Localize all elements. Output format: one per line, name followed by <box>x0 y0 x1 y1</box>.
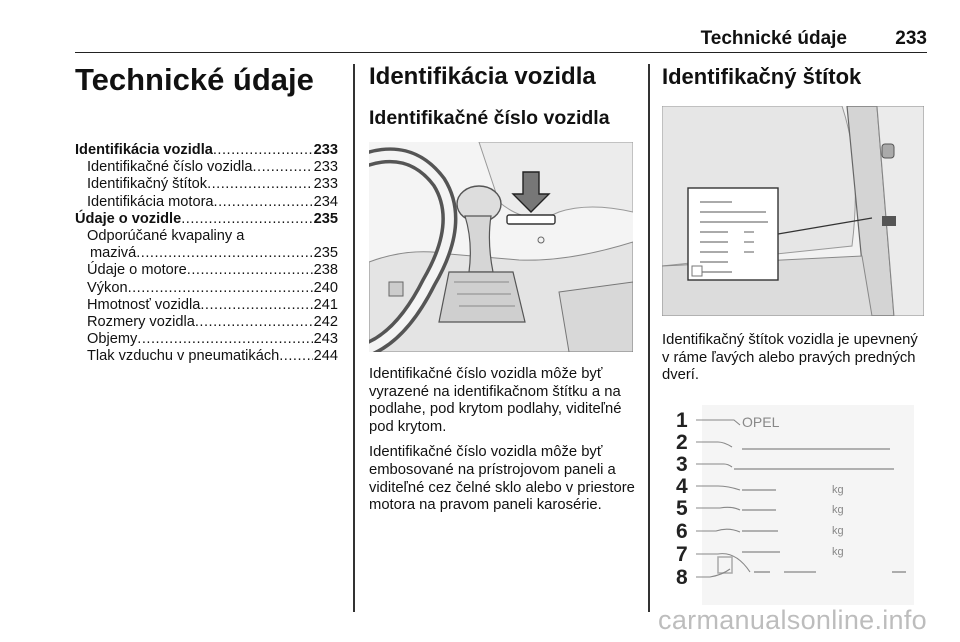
table-of-contents <box>75 142 338 366</box>
toc-leader-dots <box>128 280 313 297</box>
gear-shifter-drawing <box>369 142 633 352</box>
toc-entry[interactable] <box>75 194 338 211</box>
toc-entry[interactable] <box>75 159 338 176</box>
toc-entry[interactable] <box>75 245 338 262</box>
toc-leader-dots <box>195 314 313 331</box>
toc-entry[interactable] <box>75 348 338 365</box>
toc-page-number: 233 <box>313 159 338 176</box>
toc-entry[interactable] <box>75 176 338 193</box>
vin-location-illustration <box>369 142 633 352</box>
plate-unit: kg <box>832 483 844 496</box>
plate-unit: kg <box>832 503 844 516</box>
toc-page-number: 235 <box>313 245 338 262</box>
toc-leader-dots <box>214 194 313 211</box>
callout-8: 8 <box>676 565 688 589</box>
door-frame-illustration <box>662 106 924 316</box>
toc-entry-label: Výkon <box>87 279 128 296</box>
column-divider <box>353 64 355 612</box>
toc-entry-label: Objemy <box>87 331 138 348</box>
toc-page-number: 243 <box>313 331 338 348</box>
toc-entry[interactable] <box>75 280 338 297</box>
vin-paragraph-1: Identifikačné číslo vozidla môže byť vyrazené na identifikačnom štítku a na podlahe, pod krytom podlahy, viditeľné pod krytom. <box>369 366 622 435</box>
id-plate-section <box>662 62 927 612</box>
plate-brand: OPEL <box>742 413 780 430</box>
section-heading: Identifikačný štítok <box>662 64 862 89</box>
callout-7: 7 <box>676 542 688 566</box>
chapter-title: Technické údaje <box>75 62 314 97</box>
section-heading: Identifikácia vozidla <box>369 63 596 90</box>
toc-leader-dots <box>136 245 312 262</box>
vin-paragraph-2: Identifikačné číslo vozidla môže byť embosované na prístrojovom paneli a viditeľné cez čelné sklo alebo v priestore motora na pravom paneli karosérie. <box>369 444 635 514</box>
callout-5: 5 <box>676 496 688 520</box>
toc-entry-label: Identifikačný štítok <box>87 176 208 193</box>
toc-entry-label: Odporúčané kvapaliny a <box>87 228 245 245</box>
toc-entry-label: Údaje o vozidle <box>75 210 182 227</box>
door-pillar-drawing <box>662 106 924 316</box>
watermark: carmanualsonline.info <box>658 605 927 635</box>
toc-entry-label: Identifikácia motora <box>87 193 214 210</box>
toc-entry-label: mazivá <box>90 245 137 262</box>
toc-entry[interactable] <box>75 262 338 279</box>
toc-page-number: 235 <box>313 210 338 227</box>
toc-entry[interactable] <box>75 297 338 314</box>
toc-leader-dots <box>181 211 312 228</box>
toc-page-number: 242 <box>313 314 338 331</box>
toc-leader-dots <box>200 297 312 314</box>
toc-entry-label: Tlak vzduchu v pneumatikách <box>87 348 280 365</box>
id-plate-drawing <box>662 397 924 612</box>
id-plate-paragraph: Identifikačný štítok vozidla je upevnený v ráme ľavých alebo pravých predných dverí. <box>662 332 918 384</box>
toc-leader-dots <box>187 262 313 279</box>
toc-page-number: 234 <box>313 193 338 210</box>
running-header <box>75 28 927 53</box>
toc-page-number: 233 <box>313 176 338 193</box>
toc-entry-label: Rozmery vozidla <box>87 314 195 331</box>
plate-unit: kg <box>832 524 844 537</box>
plate-unit: kg <box>832 545 844 558</box>
chapter-contents <box>75 62 338 366</box>
callout-4: 4 <box>676 474 688 498</box>
toc-leader-dots <box>137 331 312 348</box>
toc-entry-label: Identifikačné číslo vozidla <box>87 159 253 176</box>
id-plate-illustration <box>662 397 924 612</box>
toc-leader-dots <box>279 348 312 365</box>
vin-section <box>369 62 637 523</box>
toc-leader-dots <box>207 176 313 193</box>
toc-section-entry[interactable] <box>75 142 338 159</box>
callout-1: 1 <box>676 408 688 432</box>
toc-entry-label: Hmotnosť vozidla <box>87 296 201 313</box>
toc-page-number: 233 <box>313 142 338 158</box>
toc-page-number: 240 <box>313 279 338 296</box>
callout-3: 3 <box>676 452 688 476</box>
toc-entry-label: Údaje o motore <box>87 262 187 279</box>
toc-page-number: 238 <box>313 262 338 279</box>
toc-entry[interactable] <box>75 331 338 348</box>
toc-section-entry[interactable] <box>75 211 338 228</box>
toc-leader-dots <box>213 142 313 159</box>
subsection-heading: Identifikačné číslo vozidla <box>369 107 610 129</box>
column-divider <box>648 64 650 612</box>
callout-2: 2 <box>676 430 688 454</box>
toc-entry[interactable] <box>75 314 338 331</box>
toc-leader-dots <box>252 159 312 176</box>
toc-page-number: 244 <box>313 348 338 365</box>
toc-page-number: 241 <box>313 296 338 313</box>
toc-entry-label: Identifikácia vozidla <box>75 142 213 158</box>
page-number: 233 <box>895 28 927 49</box>
callout-6: 6 <box>676 519 688 543</box>
running-header-title: Technické údaje <box>700 28 847 49</box>
